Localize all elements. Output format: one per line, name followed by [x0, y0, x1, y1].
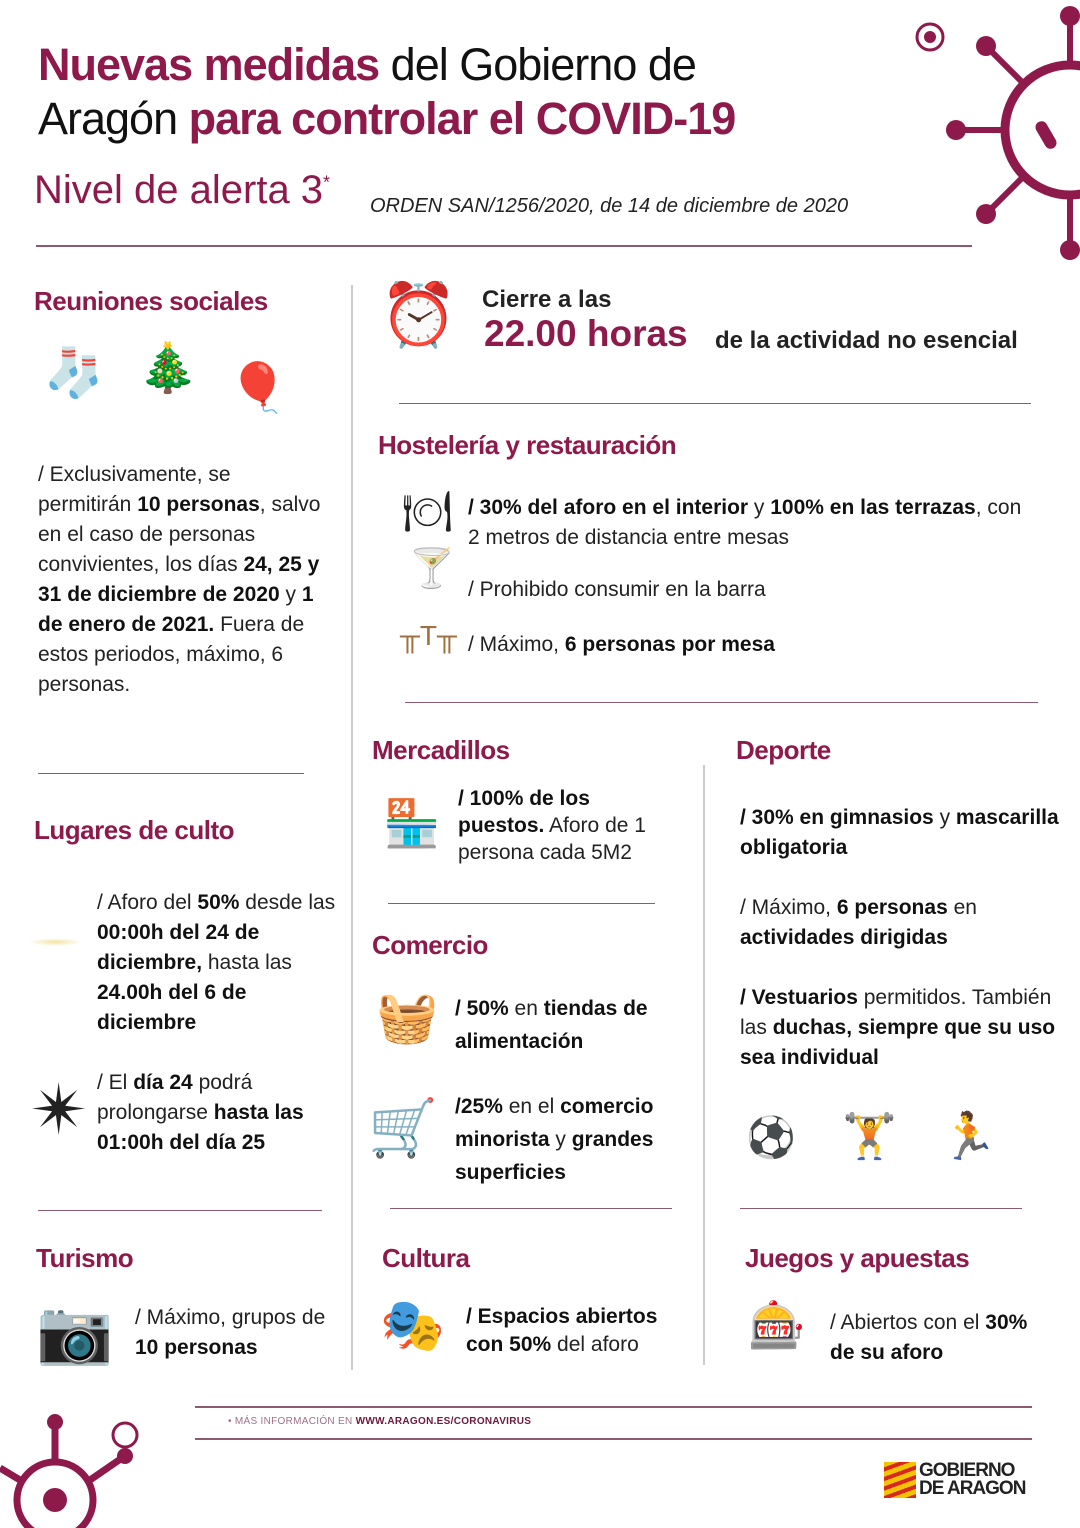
soccer-ball-icon: ⚽ [746, 1116, 796, 1160]
emphasis-text: tiendas de alimentación [455, 997, 648, 1053]
emphasis-text: / 30% del aforo en el interior [468, 496, 749, 519]
emphasis-text: 50% [197, 891, 240, 914]
text-segment: y [933, 806, 956, 829]
text-segment: permitidos. También las [740, 986, 1052, 1039]
reuniones-text [38, 460, 328, 700]
text-segment: Aragón [38, 93, 189, 144]
emphasis-text: 24.00h del 6 de diciembre [97, 981, 247, 1034]
ornament-icon: 🎈 [228, 362, 288, 415]
emphasis-text: comercio minorista [455, 1095, 654, 1151]
section-title-mercadillos: Mercadillos [372, 735, 510, 765]
shopping-cart-icon: 🛒 [368, 1096, 438, 1159]
deporte-item-3 [740, 983, 1060, 1073]
runner-icon: 🏃 [940, 1110, 998, 1162]
hosteleria-item-1 [468, 493, 1038, 553]
cultura-text [466, 1303, 691, 1359]
section-title-deporte: Deporte [736, 735, 831, 765]
emphasis-text: 10 personas [137, 493, 260, 516]
text-segment: y [549, 1128, 572, 1151]
juegos-text [830, 1308, 1030, 1368]
theater-masks-icon: 🎭 [380, 1297, 445, 1355]
emphasis-text: / 30% en gimnasios [740, 806, 934, 829]
comercio-item-2 [455, 1090, 695, 1189]
text-segment: / Aforo del [97, 891, 198, 914]
text-segment: en [947, 896, 977, 919]
text-segment: en [508, 997, 544, 1020]
emphasis-text: / Vestuarios [740, 986, 858, 1009]
logo-line1: GOBIERNO [919, 1460, 1015, 1481]
emphasis-text: / 50% [455, 997, 509, 1020]
market-stall-icon: 🏪 [383, 797, 441, 849]
hosteleria-item-2 [468, 575, 766, 605]
section-title-culto: Lugares de culto [34, 815, 235, 845]
page-title-line2 [38, 92, 735, 146]
culto-item-1 [97, 888, 347, 1038]
text-segment: podrá prolongarse [97, 1071, 253, 1124]
emphasis-text: actividades dirigidas [740, 926, 948, 949]
text-segment: / Máximo, [468, 633, 565, 656]
emphasis-text: / 100% de los puestos. [458, 787, 590, 837]
closing-post: de la actividad no esencial [715, 327, 1018, 354]
section-title-hosteleria: Hostelería y restauración [378, 430, 677, 460]
poker-chips-icon: 🎰 [748, 1299, 806, 1351]
camera-icon: 📷 [36, 1298, 114, 1367]
emphasis-text: /25% [455, 1095, 503, 1118]
text-segment: / Prohibido consumir en la barra [468, 578, 766, 601]
weightlifter-icon: 🏋 [842, 1112, 897, 1161]
emphasis-text: / Espacios abiertos con 50% [466, 1305, 658, 1356]
text-segment: del Gobierno de [379, 39, 696, 90]
stocking-icon: 🧦 [44, 347, 104, 400]
cocktail-icon: 🍸 [408, 548, 456, 590]
more-info-label: MÁS INFORMACIÓN EN [234, 1416, 356, 1427]
christmas-tree-icon: 🎄 [138, 342, 198, 395]
text-segment: , salvo en el caso de personas convivientes, los días [38, 493, 321, 576]
page-title-line1 [38, 38, 696, 92]
text-segment: y [279, 583, 302, 606]
emphasis-text: Nuevas medidas [38, 39, 380, 90]
emphasis-text: 10 personas [135, 1336, 258, 1359]
asterisk: * [323, 172, 331, 193]
text-segment: / Máximo, grupos de [135, 1306, 326, 1329]
deporte-item-2 [740, 893, 1060, 953]
closing-pre: Cierre a las [482, 286, 612, 313]
comercio-item-1 [455, 992, 690, 1058]
virus-icon [940, 0, 1080, 260]
emphasis-text: 1 de enero de 2021. [38, 583, 314, 636]
emphasis-text: hasta las 01:00h del día 25 [97, 1101, 304, 1154]
logo-line2: DE ARAGON [919, 1478, 1026, 1499]
section-title-comercio: Comercio [372, 930, 488, 960]
text-segment: / El [97, 1071, 134, 1094]
more-info-link[interactable]: WWW.ARAGON.ES/CORONAVIRUS [355, 1416, 532, 1427]
text-segment: hasta las [202, 951, 292, 974]
text-segment: , con 2 metros de distancia entre mesas [468, 496, 1022, 549]
emphasis-text: 00:00h del 24 de diciembre, [97, 921, 260, 974]
emphasis-text: 100% en las terrazas [770, 496, 976, 519]
emphasis-text: 6 personas por mesa [564, 633, 775, 656]
emphasis-text: día 24 [133, 1071, 193, 1094]
sparkle-icon [28, 938, 83, 946]
section-title-turismo: Turismo [36, 1243, 134, 1273]
emphasis-text: 24, 25 y 31 de diciembre de 2020 [38, 553, 320, 606]
order-reference: ORDEN SAN/1256/2020, de 14 de diciembre de 2020 [370, 195, 849, 217]
section-title-juegos: Juegos y apuestas [745, 1243, 970, 1273]
turismo-text [135, 1303, 335, 1363]
emphasis-text: duchas, siempre que su uso sea individual [740, 1016, 1056, 1069]
text-segment: / Abiertos con el [830, 1311, 986, 1334]
alert-level-text: Nivel de alerta 3 [34, 168, 324, 212]
table-icon: ╥T╥ [400, 620, 457, 651]
emphasis-text: mascarilla obligatoria [740, 806, 1059, 859]
grocery-basket-icon: 🧺 [376, 989, 439, 1045]
cloche-icon: 🍽 [402, 490, 453, 534]
hosteleria-item-3 [468, 630, 775, 660]
text-segment: Fuera de estos periodos, máximo, 6 personas. [38, 613, 305, 696]
closing-time: 22.00 horas [484, 313, 688, 354]
text-segment: / Máximo, [740, 896, 837, 919]
alarm-clock-icon: ⏰ [380, 281, 458, 350]
emphasis-text: para controlar el COVID-19 [188, 93, 736, 144]
emphasis-text: grandes superficies [455, 1128, 654, 1184]
emphasis-text: 30% de su aforo [830, 1311, 1028, 1364]
section-title-reuniones: Reuniones sociales [34, 286, 268, 316]
emphasis-text: 6 personas [836, 896, 948, 919]
text-segment: desde las [239, 891, 336, 914]
text-segment: en el [502, 1095, 561, 1118]
culto-item-2 [97, 1068, 337, 1158]
text-segment: / Exclusivamente, se permitirán [38, 463, 231, 516]
alert-level [34, 168, 330, 213]
section-title-cultura: Cultura [382, 1243, 470, 1273]
text-segment: y [748, 496, 771, 519]
virus-icon-bottom [0, 1400, 150, 1528]
more-info: • MÁS INFORMACIÓN EN WWW.ARAGON.ES/CORONAVIRUS [228, 1416, 532, 1427]
aragon-flag-icon [884, 1462, 916, 1498]
text-segment: del aforo [551, 1333, 639, 1356]
deporte-item-1 [740, 803, 1060, 863]
star-icon: ✴ [30, 1071, 89, 1149]
mercadillos-text [458, 785, 678, 866]
small-virus-icon [905, 12, 955, 62]
gobierno-aragon-logo [884, 1462, 1025, 1498]
text-segment: Aforo de 1 persona cada 5M2 [458, 814, 646, 864]
